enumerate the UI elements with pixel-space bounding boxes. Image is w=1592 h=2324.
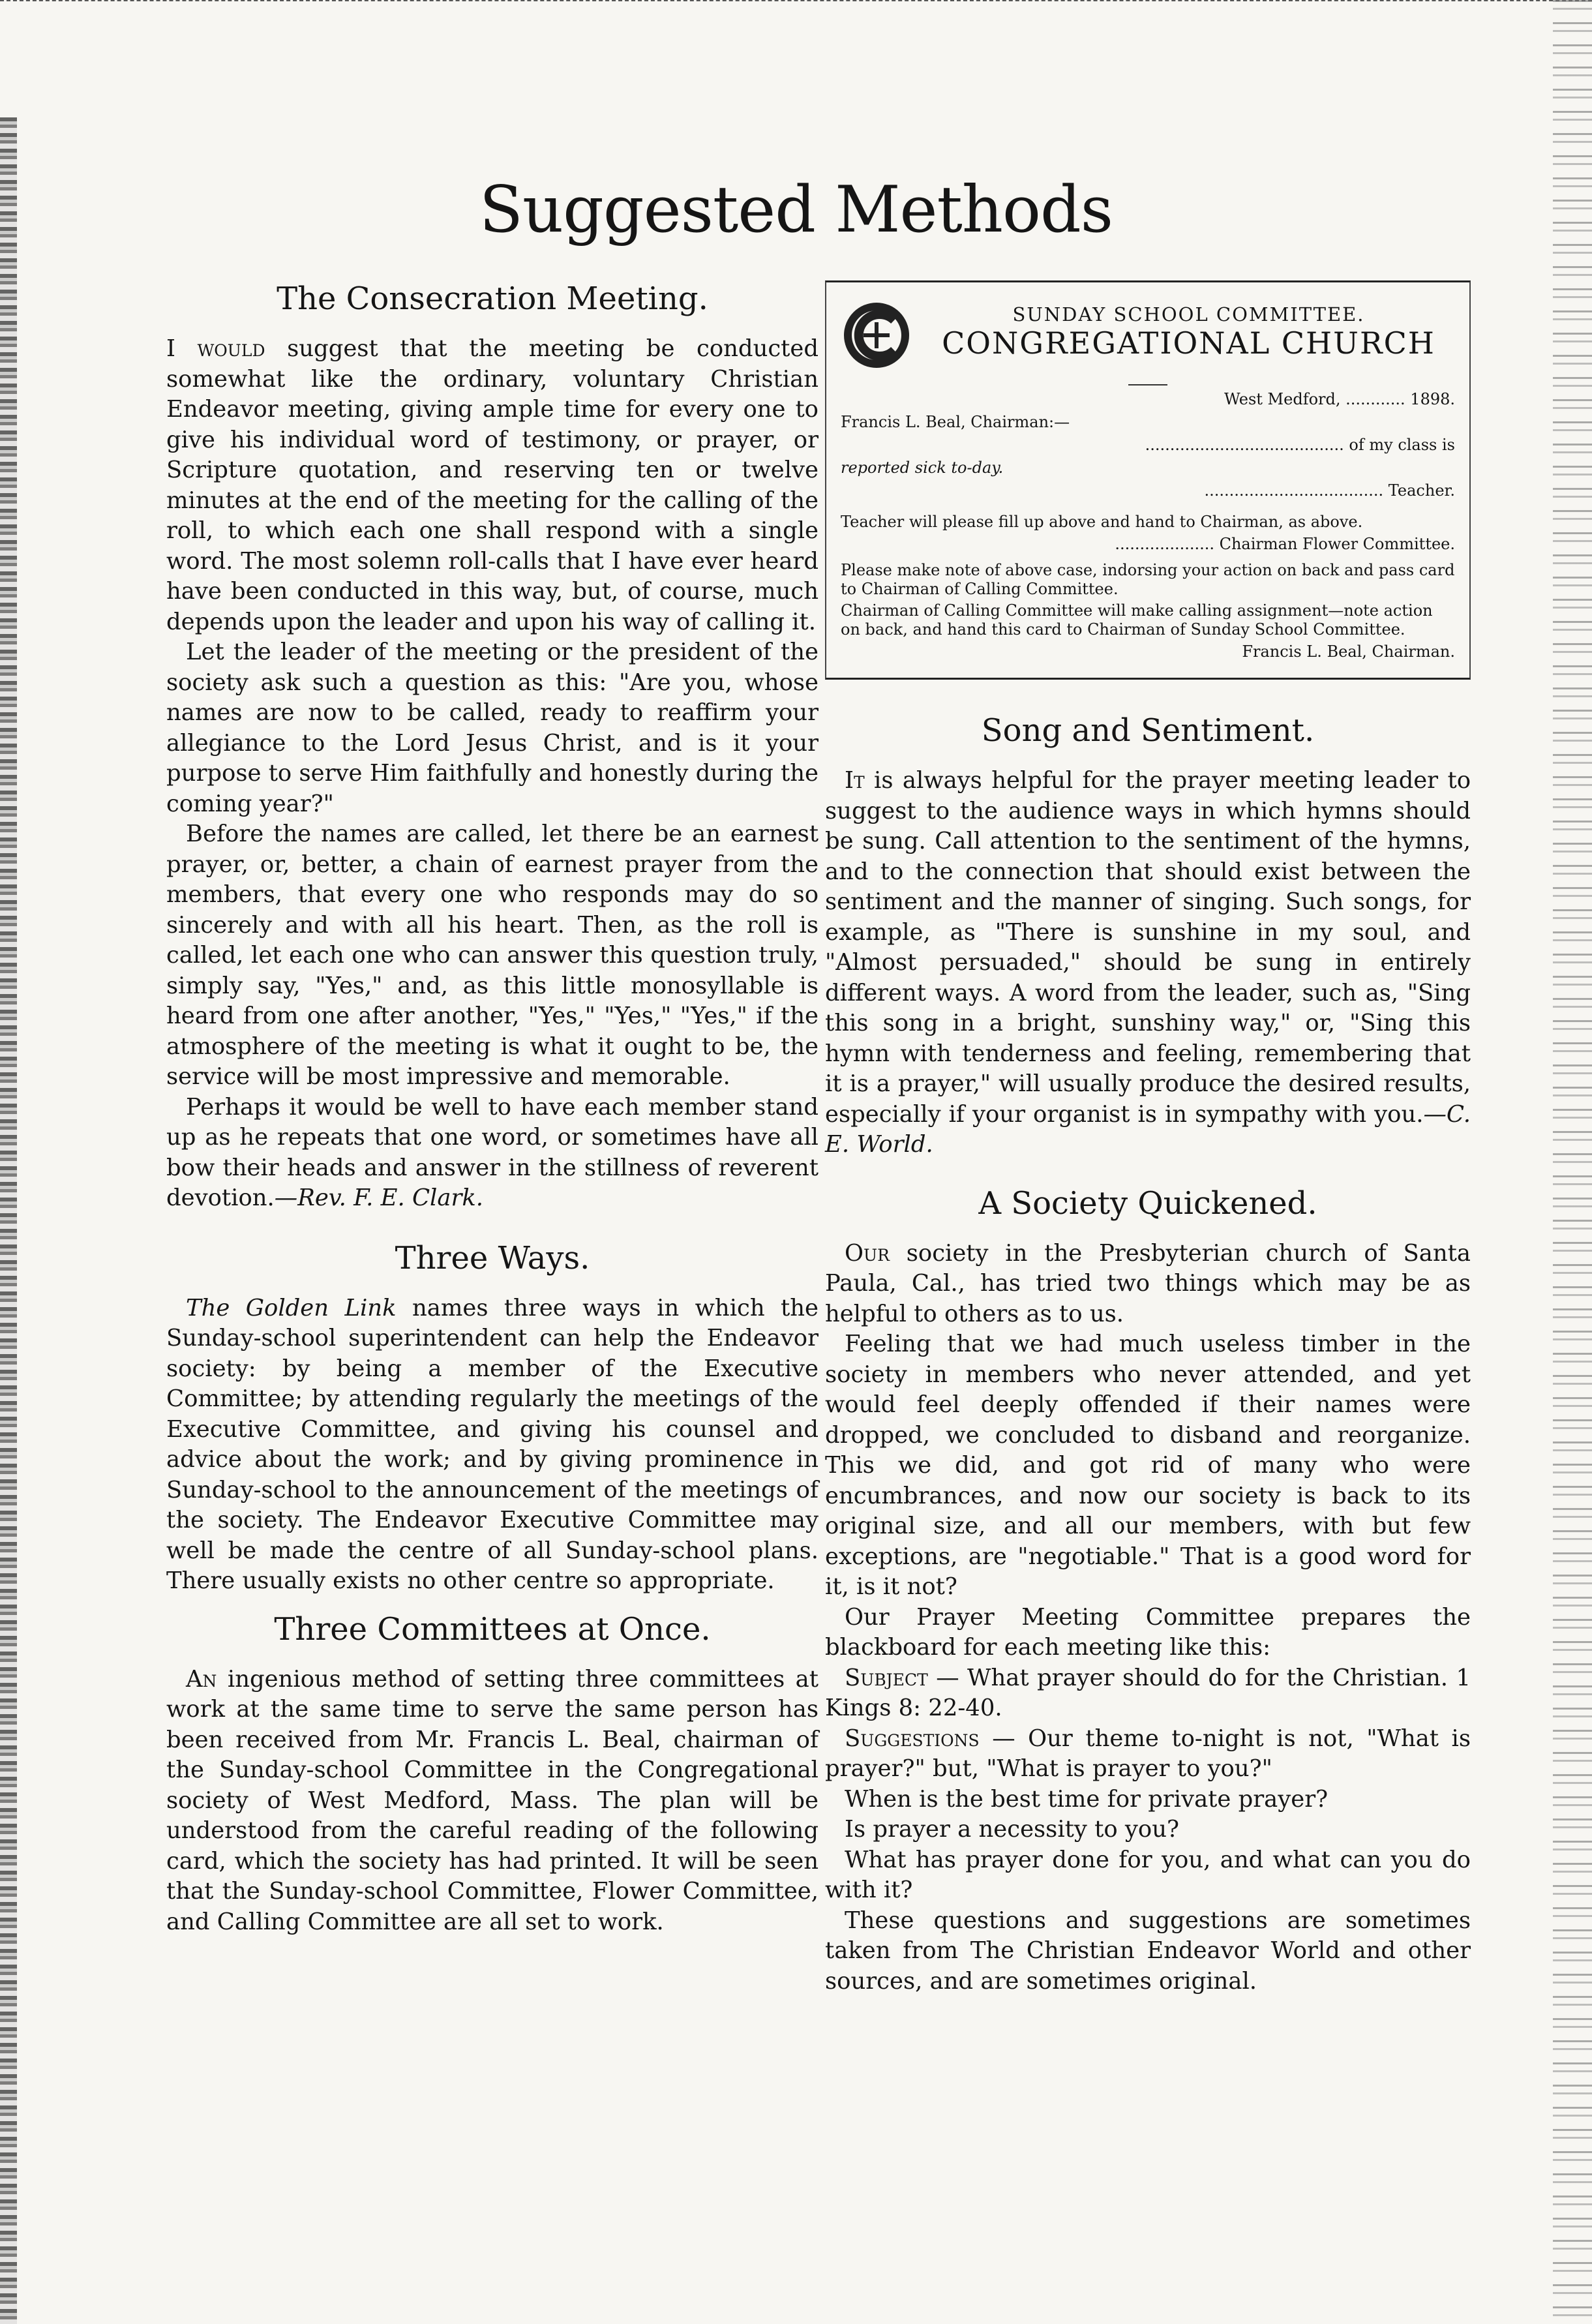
- song-lead: It: [845, 767, 865, 794]
- three-committees-lead: An: [186, 1665, 217, 1693]
- left-column: [166, 280, 819, 1937]
- consecration-paragraph-3: Before the names are called, let there be an earnest prayer, or, better, a chain of earnest prayer from the members, that every one who responds may do so sincerely and with all his heart. Then, as the roll is called, let each one who can answer this question truly, simply say, "Yes," and, as this little monosyllable is heard from one after another, "Yes," "Yes," "Yes," if the atmosphere of the meeting is what it ought to be, the service will be most impressive and memorable.: [166, 821, 819, 1090]
- consecration-p4-text: Perhaps it would be well to have each member stand up as he repeats that one word, or sometimes have all bow their heads and answer in the stillness of reverent devotion.: [166, 1093, 819, 1211]
- card-instruction-3: Chairman of Calling Committee will make calling assignment—note action on back, and hand this card to Chairman of Sunday School Committee.: [841, 601, 1433, 639]
- quickened-paragraph-8: What has prayer done for you, and what can you do with it?: [825, 1846, 1471, 1903]
- card-rule: [1128, 384, 1167, 385]
- quickened-heading: A Society Quickened.: [978, 1185, 1317, 1222]
- three-committees-heading: Three Committees at Once.: [274, 1610, 711, 1648]
- consecration-paragraph-1: [166, 334, 819, 637]
- quickened-p4-text: — What prayer should do for the Christian. 1 Kings 8: 22-40.: [825, 1664, 1471, 1721]
- card-class-line: ........................................ of my class is: [1145, 436, 1455, 454]
- quickened-paragraph-9: These questions and suggestions are sometimes taken from The Christian Endeavor World and other sources, and are sometimes original.: [825, 1907, 1471, 1995]
- church-emblem-icon: [841, 299, 912, 371]
- consecration-paragraph-4: [166, 1093, 819, 1214]
- consecration-paragraph-2: Let the leader of the meeting or the president of the society ask such a question as this: "Are you, whose names are now to be called, ready to reaffirm your allegiance to the Lord Jesus Christ, and is it your purpose to serve Him faithfully and honestly during the coming year?": [166, 639, 819, 817]
- card-instruction-2: Please make note of above case, indorsing your action on back and pass card to Chairman of Calling Committee.: [841, 561, 1455, 598]
- right-page-edge: [1553, 0, 1592, 2324]
- song-heading: Song and Sentiment.: [981, 712, 1315, 749]
- quickened-paragraph-1: [825, 1239, 1471, 1330]
- three-ways-text: names three ways in which the Sunday-school superintendent can help the Endeavor society: by being a member of the Executive Committee; by attending regularly the meetings of the Executive Committee, and giving his counsel and advice about the work; and by giving prominence in Sunday-school to the announcement of the meetings of the society. The Endeavor Executive Committee may well be made the centre of all Sunday-school plans. There usually exists no other centre so appropriate.: [166, 1294, 819, 1594]
- card-place-date: West Medford, ............ 1898.: [1224, 390, 1455, 408]
- three-committees-text: ingenious method of setting three committees at work at the same time to serve the same person has been received from Mr. Francis L. Beal, chairman of the Sunday-school Committee in the Congregational society of West Medford, Mass. The plan will be understood from the careful reading of the following card, which the society has had printed. It will be seen that the Sunday-school Committee, Flower Committee, and Calling Committee are all set to work.: [166, 1665, 819, 1935]
- consecration-heading: The Consecration Meeting.: [277, 280, 708, 317]
- quickened-paragraph-7: Is prayer a necessity to you?: [845, 1816, 1179, 1843]
- card-teacher-line: .................................... Teacher.: [1204, 481, 1455, 500]
- page-title: Suggested Methods: [479, 173, 1113, 247]
- quickened-lead: Our: [845, 1239, 890, 1267]
- three-ways-source: The Golden Link: [186, 1294, 397, 1321]
- quickened-p5-text: — Our theme to-night is not, "What is prayer?" but, "What is prayer to you?": [825, 1725, 1471, 1782]
- top-scan-line: [0, 0, 1592, 8]
- card-title: CONGREGATIONAL CHURCH: [942, 325, 1435, 361]
- card-chairman-line: Francis L. Beal, Chairman:—: [841, 413, 1070, 431]
- quickened-paragraph-4: [825, 1663, 1471, 1724]
- three-ways-paragraph: [166, 1293, 819, 1597]
- subject-label: Subject: [845, 1664, 928, 1691]
- consecration-p1-text: suggest that the meeting be conducted somewhat like the ordinary, voluntary Christian Endeavor meeting, giving ample time for every one to give his individual word of testimony, or prayer, or Scripture quotation, and reserving ten or twelve minutes at the end of the meeting for the calling of the roll, to which each one shall respond with a single word. The most solemn roll-calls that I have ever heard have been conducted in this way, but, of course, much depends upon the leader and upon his way of calling it.: [166, 335, 819, 635]
- song-attribution: —C. E. World.: [825, 1100, 1471, 1158]
- committee-card: [825, 280, 1471, 680]
- consecration-lead: I would: [166, 335, 265, 362]
- card-subtitle: SUNDAY SCHOOL COMMITTEE.: [1012, 303, 1365, 325]
- quickened-paragraph-5: [825, 1724, 1471, 1785]
- three-ways-heading: Three Ways.: [395, 1239, 590, 1276]
- quickened-paragraph-2: Feeling that we had much useless timber in the society in members who never attended, and yet would feel deeply offended if their names were dropped, we concluded to disband and reorganize. This we did, and got rid of many who were encumbrances, and now our society is back to its original size, and all our members, with but few exceptions, are "negotiable." That is a good word for it, is it not?: [825, 1331, 1471, 1600]
- song-text: is always helpful for the prayer meeting leader to suggest to the audience ways in which hymns should be sung. Call attention to the sentiment of the hymns, and to the connection that should exist between the sentiment and the manner of singing. Such songs, for example, as "There is sunshine in my soul, and "Almost persuaded," should be sung in entirely different ways. A word from the leader, such as, "Sing this song in a bright, sunshiny way," or, "Sing this hymn with tenderness and feeling, remembering that it is a prayer," will usually produce the desired results, especially if your organist is in sympathy with you.: [825, 767, 1471, 1128]
- song-paragraph: [825, 766, 1471, 1160]
- card-instruction-1: Teacher will please fill up above and hand to Chairman, as above.: [841, 513, 1363, 531]
- card-header: [841, 299, 1455, 384]
- consecration-attribution: —Rev. F. E. Clark.: [274, 1185, 484, 1211]
- suggestions-label: Suggestions: [845, 1725, 980, 1752]
- quickened-paragraph-6: When is the best time for private prayer?: [845, 1785, 1329, 1813]
- card-signature: Francis L. Beal, Chairman.: [1242, 642, 1455, 661]
- card-flower-line: .................... Chairman Flower Committee.: [1115, 535, 1455, 553]
- right-column: [825, 280, 1471, 1997]
- left-binding-edge: [0, 117, 17, 2324]
- three-committees-paragraph: [166, 1665, 819, 1938]
- quickened-paragraph-3: Our Prayer Meeting Committee prepares the blackboard for each meeting like this:: [825, 1603, 1471, 1661]
- card-sick-line: reported sick to-day.: [841, 459, 1004, 477]
- quickened-p1-text: society in the Presbyterian church of Santa Paula, Cal., has tried two things which may be as helpful to others as to us.: [825, 1239, 1471, 1327]
